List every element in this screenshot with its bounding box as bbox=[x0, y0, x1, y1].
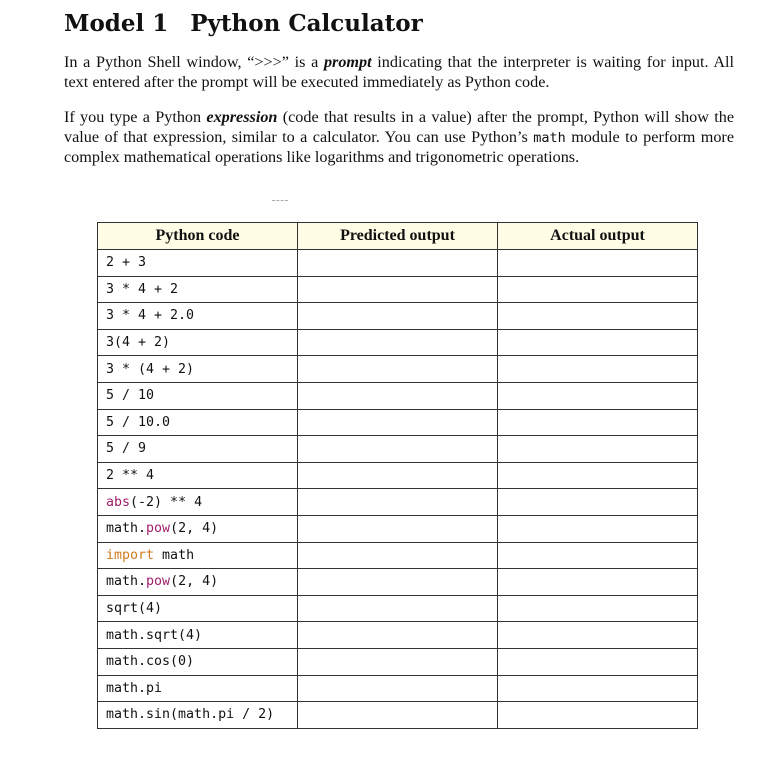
predicted-output-cell[interactable] bbox=[298, 675, 498, 702]
code-token: math.sin(math.pi / 2) bbox=[106, 707, 275, 723]
predicted-output-cell[interactable] bbox=[298, 409, 498, 436]
code-token: (2, 4) bbox=[170, 574, 219, 590]
table-row bbox=[98, 622, 698, 649]
table-row bbox=[98, 542, 698, 569]
python-code-cell bbox=[98, 595, 298, 622]
predicted-output-cell[interactable] bbox=[298, 462, 498, 489]
python-code-cell bbox=[98, 462, 298, 489]
predicted-output-cell[interactable] bbox=[298, 542, 498, 569]
p2-emphasis-expression: expression bbox=[206, 108, 278, 126]
predicted-output-cell[interactable] bbox=[298, 329, 498, 356]
code-token: 5 / 10.0 bbox=[106, 414, 171, 430]
p2-text-a: If you type a Python bbox=[64, 108, 207, 126]
code-token: 5 / 9 bbox=[106, 441, 147, 457]
actual-output-cell[interactable] bbox=[498, 595, 698, 622]
python-code-cell bbox=[98, 356, 298, 383]
python-code-cell bbox=[98, 702, 298, 729]
actual-output-cell[interactable] bbox=[498, 622, 698, 649]
python-code-cell bbox=[98, 515, 298, 542]
python-code-cell bbox=[98, 409, 298, 436]
p1-text-b: indicating that the interpreter is waiting for input. All text entered after the prompt will be executed immediately as Python code. bbox=[64, 53, 735, 91]
predicted-output-cell[interactable] bbox=[298, 436, 498, 463]
model-number: Model 1 bbox=[64, 10, 169, 37]
code-token: (2, 4) bbox=[170, 521, 219, 537]
table-body bbox=[98, 250, 698, 729]
code-token: (-2) ** 4 bbox=[130, 494, 203, 510]
p2-text-c: module to perform more complex mathematical operations like logarithms and trigonometric operations. bbox=[64, 127, 735, 166]
python-code-cell bbox=[98, 329, 298, 356]
actual-output-cell[interactable] bbox=[498, 569, 698, 596]
code-token: 3 * 4 + 2 bbox=[106, 281, 179, 297]
python-code-cell bbox=[98, 569, 298, 596]
code-token: math. bbox=[106, 574, 147, 590]
code-token: import bbox=[106, 547, 155, 563]
header-actual-output: Actual output bbox=[498, 223, 698, 250]
predicted-output-cell[interactable] bbox=[298, 622, 498, 649]
predicted-output-cell[interactable] bbox=[298, 303, 498, 330]
table-row bbox=[98, 303, 698, 330]
python-code-cell bbox=[98, 675, 298, 702]
actual-output-cell[interactable] bbox=[498, 409, 698, 436]
predicted-output-cell[interactable] bbox=[298, 515, 498, 542]
predicted-output-cell[interactable] bbox=[298, 648, 498, 675]
code-token: math. bbox=[106, 521, 147, 537]
table-row bbox=[98, 276, 698, 303]
python-code-cell bbox=[98, 303, 298, 330]
model-name: Python Calculator bbox=[190, 10, 423, 37]
actual-output-cell[interactable] bbox=[498, 702, 698, 729]
code-token: pow bbox=[146, 574, 171, 590]
intro-paragraph bbox=[64, 53, 734, 92]
predicted-output-cell[interactable] bbox=[298, 595, 498, 622]
calculator-table bbox=[97, 222, 698, 729]
header-python-code: Python code bbox=[98, 223, 298, 250]
actual-output-cell[interactable] bbox=[498, 276, 698, 303]
table-header-row bbox=[98, 223, 698, 250]
table-row bbox=[98, 595, 698, 622]
table-row bbox=[98, 702, 698, 729]
table-row bbox=[98, 489, 698, 516]
code-token: 5 / 10 bbox=[106, 388, 155, 404]
code-token: 3 * (4 + 2) bbox=[106, 361, 195, 377]
table-row bbox=[98, 648, 698, 675]
p2-text-b: (code that results in a value) after the prompt, Python will show the value of that expression, similar to a calculator. You can use Python’s bbox=[64, 108, 734, 146]
predicted-output-cell[interactable] bbox=[298, 356, 498, 383]
predicted-output-cell[interactable] bbox=[298, 569, 498, 596]
table-row bbox=[98, 409, 698, 436]
actual-output-cell[interactable] bbox=[498, 675, 698, 702]
python-code-cell bbox=[98, 622, 298, 649]
code-token: 2 ** 4 bbox=[106, 468, 155, 484]
expression-paragraph bbox=[64, 108, 734, 168]
actual-output-cell[interactable] bbox=[498, 515, 698, 542]
python-code-cell bbox=[98, 542, 298, 569]
code-token: 3 * 4 + 2.0 bbox=[106, 308, 195, 324]
actual-output-cell[interactable] bbox=[498, 382, 698, 409]
predicted-output-cell[interactable] bbox=[298, 276, 498, 303]
table-row bbox=[98, 515, 698, 542]
code-token: 2 + 3 bbox=[106, 255, 147, 271]
table-row bbox=[98, 250, 698, 277]
page-title bbox=[64, 10, 423, 37]
python-code-cell bbox=[98, 250, 298, 277]
actual-output-cell[interactable] bbox=[498, 356, 698, 383]
actual-output-cell[interactable] bbox=[498, 250, 698, 277]
p1-emphasis-prompt: prompt bbox=[323, 53, 372, 71]
code-token: math.sqrt(4) bbox=[106, 627, 203, 643]
python-code-cell bbox=[98, 276, 298, 303]
actual-output-cell[interactable] bbox=[498, 489, 698, 516]
scan-artifact bbox=[272, 200, 288, 203]
table-row bbox=[98, 382, 698, 409]
code-token: sqrt(4) bbox=[106, 601, 163, 617]
header-predicted-output: Predicted output bbox=[298, 223, 498, 250]
table-row bbox=[98, 675, 698, 702]
actual-output-cell[interactable] bbox=[498, 436, 698, 463]
predicted-output-cell[interactable] bbox=[298, 702, 498, 729]
actual-output-cell[interactable] bbox=[498, 329, 698, 356]
predicted-output-cell[interactable] bbox=[298, 382, 498, 409]
actual-output-cell[interactable] bbox=[498, 303, 698, 330]
code-token: pow bbox=[146, 521, 171, 537]
p2-code-math: math bbox=[533, 129, 566, 146]
table-row bbox=[98, 569, 698, 596]
table-row bbox=[98, 436, 698, 463]
actual-output-cell[interactable] bbox=[498, 542, 698, 569]
table-row bbox=[98, 462, 698, 489]
p1-text-a: In a Python Shell window, “>>>” is a bbox=[64, 53, 324, 71]
predicted-output-cell[interactable] bbox=[298, 250, 498, 277]
python-code-cell bbox=[98, 648, 298, 675]
code-token: 3(4 + 2) bbox=[106, 335, 171, 351]
code-token: math.cos(0) bbox=[106, 654, 195, 670]
code-token: math bbox=[154, 547, 195, 563]
table-row bbox=[98, 329, 698, 356]
python-code-cell bbox=[98, 436, 298, 463]
python-code-cell bbox=[98, 489, 298, 516]
table-row bbox=[98, 356, 698, 383]
actual-output-cell[interactable] bbox=[498, 648, 698, 675]
code-token: math.pi bbox=[106, 680, 163, 696]
python-code-cell bbox=[98, 382, 298, 409]
code-token: abs bbox=[106, 494, 131, 510]
actual-output-cell[interactable] bbox=[498, 462, 698, 489]
predicted-output-cell[interactable] bbox=[298, 489, 498, 516]
